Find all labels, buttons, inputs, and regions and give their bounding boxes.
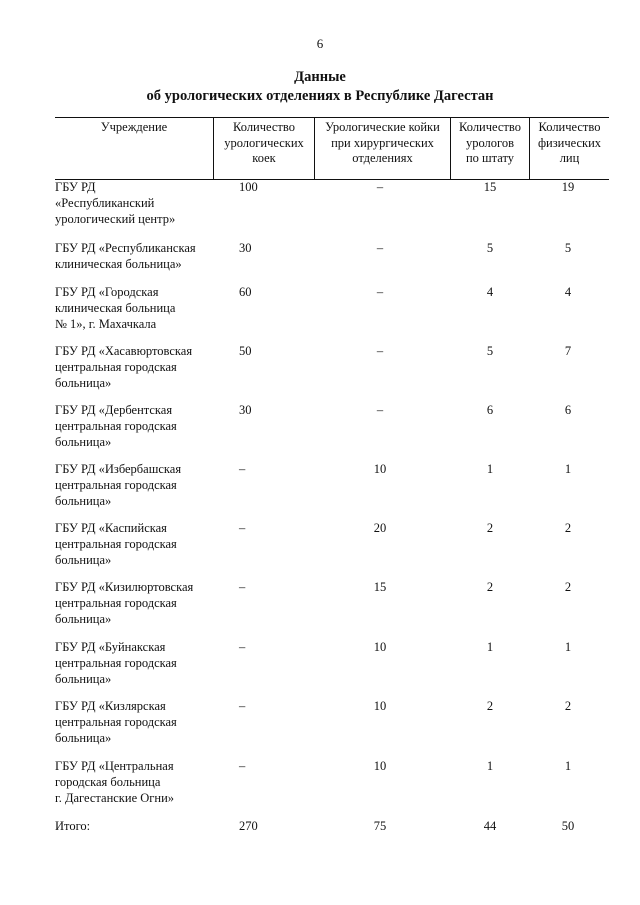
title-line-2: об урологических отделениях в Республике Дагестан [146,88,494,104]
physical-persons-value: 4 [564,285,572,299]
total-surgical-beds: 75 [373,819,387,833]
staff-urologists-value: 15 [483,180,497,194]
institution-name: ГБУ РД «Буйнакская центральная городская больница» [55,640,177,686]
surgical-beds-value: 15 [373,580,387,594]
urology-beds-value: 30 [239,241,252,255]
staff-urologists-value: 2 [486,521,494,535]
physical-persons-value: 2 [564,580,572,594]
header-institution: Учреждение [100,120,168,134]
surgical-beds-value: 10 [373,759,387,773]
surgical-beds-value: 10 [373,462,387,476]
physical-persons-value: 7 [564,344,572,358]
urology-beds-value: – [239,580,246,594]
urology-beds-value: – [239,462,246,476]
physical-persons-value: 19 [561,180,575,194]
urology-beds-value: 60 [239,285,252,299]
title-line-1: Данные [294,69,346,85]
institution-name: ГБУ РД «Республиканский урологический центр» [55,180,176,226]
institution-name: ГБУ РД «Дербентская центральная городская больница» [55,403,177,449]
header-surgical-beds: Урологические койки при хирургических отделениях [325,120,440,165]
physical-persons-value: 1 [564,640,572,654]
total-staff-urologists: 44 [483,819,497,833]
institution-name: ГБУ РД «Кизлярская центральная городская больница» [55,699,177,745]
surgical-beds-value: – [376,285,384,299]
staff-urologists-value: 1 [486,640,494,654]
staff-urologists-value: 5 [486,241,494,255]
urology-beds-value: 100 [239,180,258,194]
institution-name: ГБУ РД «Хасавюртовская центральная городская больница» [55,344,193,390]
urology-beds-value: 30 [239,403,252,417]
header-urology-beds: Количество урологических коек [224,120,304,165]
staff-urologists-value: 4 [486,285,494,299]
staff-urologists-value: 2 [486,580,494,594]
surgical-beds-value: – [376,403,384,417]
total-label: Итого: [55,819,91,833]
total-physical-persons: 50 [561,819,575,833]
urology-beds-value: – [239,759,246,773]
staff-urologists-value: 6 [486,403,494,417]
institution-name: ГБУ РД «Кизилюртовская центральная городская больница» [55,580,194,626]
staff-urologists-value: 5 [486,344,494,358]
institution-name: ГБУ РД «Центральная городская больница г. Дагестанские Огни» [55,759,175,805]
physical-persons-value: 1 [564,462,572,476]
urology-beds-value: – [239,640,246,654]
urology-beds-value: – [239,699,246,713]
physical-persons-value: 5 [564,241,572,255]
institution-name: ГБУ РД «Городская клиническая больница № 1», г. Махачкала [55,285,176,331]
surgical-beds-value: 10 [373,640,387,654]
physical-persons-value: 2 [564,521,572,535]
total-urology-beds: 270 [239,819,258,833]
header-staff-urologists: Количество урологов по штату [459,120,521,165]
page-number: 6 [316,36,324,51]
surgical-beds-value: 10 [373,699,387,713]
urology-table [55,117,609,833]
institution-name: ГБУ РД «Республиканская клиническая больница» [55,241,196,271]
urology-beds-value: 50 [239,344,252,358]
staff-urologists-value: 1 [486,462,494,476]
surgical-beds-value: – [376,241,384,255]
surgical-beds-value: 20 [373,521,387,535]
institution-name: ГБУ РД «Избербашская центральная городская больница» [55,462,182,508]
surgical-beds-value: – [376,180,384,194]
surgical-beds-value: – [376,344,384,358]
staff-urologists-value: 2 [486,699,494,713]
institution-name: ГБУ РД «Каспийская центральная городская больница» [55,521,177,567]
physical-persons-value: 1 [564,759,572,773]
physical-persons-value: 2 [564,699,572,713]
staff-urologists-value: 1 [486,759,494,773]
document-title [0,68,640,106]
table-header [55,117,609,180]
urology-beds-value: – [239,521,246,535]
header-physical-persons: Количество физических лиц [537,120,602,165]
physical-persons-value: 6 [564,403,572,417]
